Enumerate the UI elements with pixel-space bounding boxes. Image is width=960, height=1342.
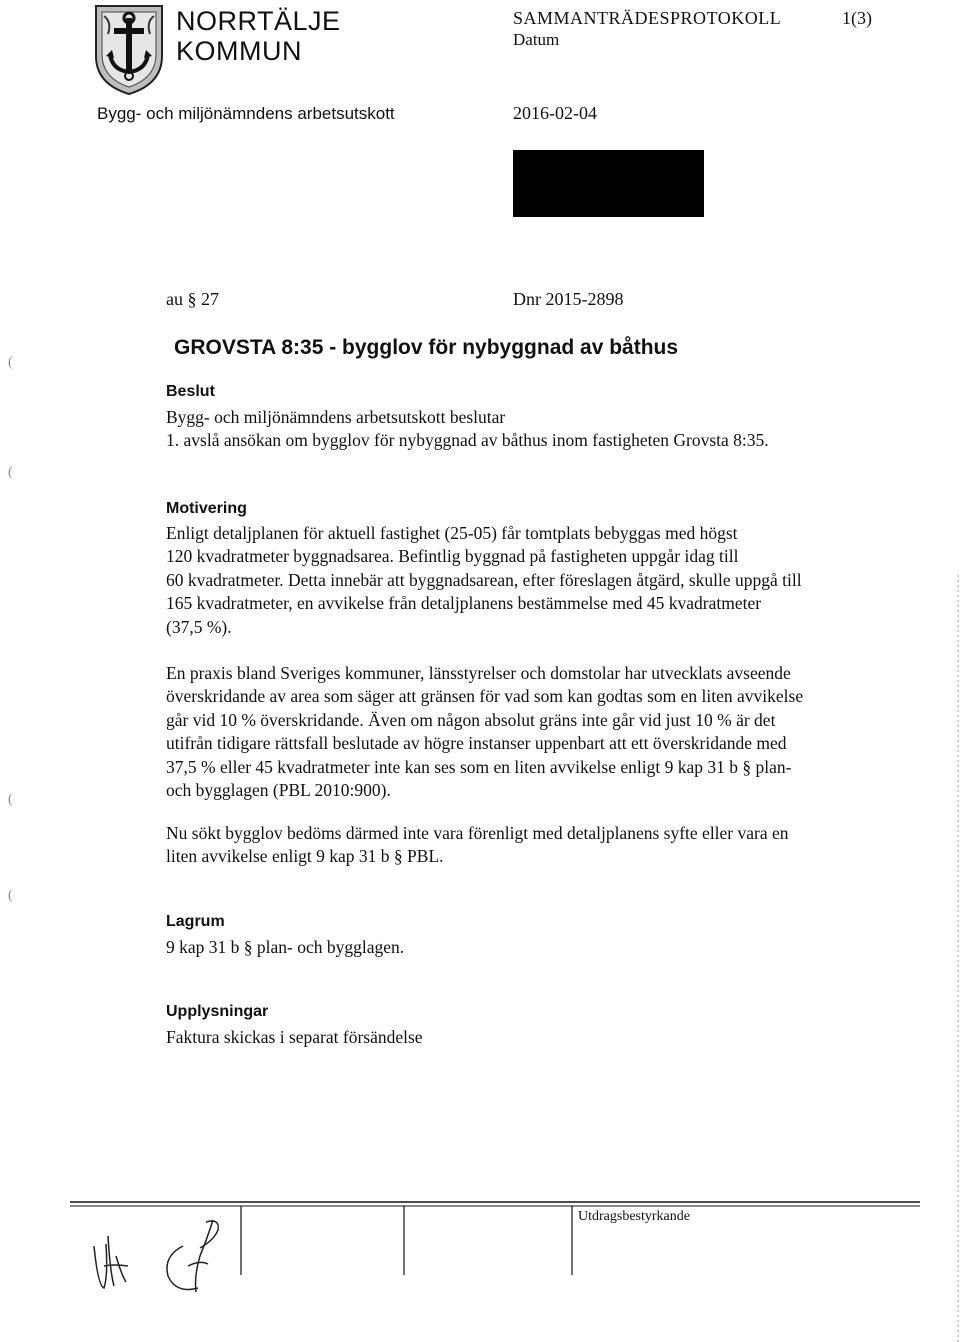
motivering-line: 165 kvadratmeter, en avvikelse från detaljplanens bestämmelse med 45 kvadratmeter <box>166 593 762 614</box>
beslut-heading: Beslut <box>166 383 215 400</box>
praxis-text <box>166 662 906 802</box>
motivering-line: Enligt detaljplanen för aktuell fastighet (25-05) får tomtplats bebyggas med högst <box>166 523 738 543</box>
praxis-line: överskridande av area som säger att gränsen för vad som kan godtas som en liten avvikelse <box>166 686 804 707</box>
praxis-line: utifrån tidigare rättsfall beslutade av högre instanser uppenbart att ett överskridande med <box>166 733 787 754</box>
paragraph-number: au § 27 <box>166 289 219 309</box>
municipal-crest-logo <box>92 4 166 96</box>
date-label: Datum <box>513 30 560 49</box>
motivering-text <box>166 522 906 639</box>
praxis-line: En praxis bland Sveriges kommuner, länsstyrelser och domstolar har utvecklats avseende <box>166 663 791 683</box>
praxis-line: 37,5 % eller 45 kvadratmeter inte kan ses som en liten avvikelse enligt 9 kap 31 b § plan- <box>166 756 792 777</box>
committee-name: Bygg- och miljönämndens arbetsutskott <box>97 104 395 123</box>
punch-hole-mark: ( <box>8 465 13 480</box>
redaction-box <box>513 150 704 217</box>
document-type: SAMMANTRÄDESPROTOKOLL <box>513 8 782 28</box>
handwritten-initials-signature <box>88 1216 238 1296</box>
punch-hole-mark: ( <box>8 792 13 807</box>
lagrum-heading: Lagrum <box>166 913 225 930</box>
municipality-name-line2: KOMMUN <box>176 36 302 66</box>
praxis-line: går vid 10 % överskridande. Även om någon absolut gräns inte går vid just 10 % är det <box>166 709 776 730</box>
conclusion-text <box>166 822 906 869</box>
lagrum-text: 9 kap 31 b § plan- och bygglagen. <box>166 937 405 957</box>
beslut-line: Bygg- och miljönämndens arbetsutskott beslutar <box>166 407 506 427</box>
motivering-line: 120 kvadratmeter byggnadsarea. Befintlig byggnad på fastigheten uppgår idag till <box>166 546 739 567</box>
scan-edge-marks <box>946 575 960 1342</box>
page-number: 1(3) <box>842 8 872 28</box>
upplysningar-text: Faktura skickas i separat försändelse <box>166 1027 423 1047</box>
case-title: GROVSTA 8:35 - bygglov för nybyggnad av båthus <box>174 336 679 359</box>
motivering-line: (37,5 %). <box>166 616 232 637</box>
municipality-name-line1: NORRTÄLJE <box>176 6 341 36</box>
punch-hole-mark: ( <box>8 888 13 903</box>
municipality-name <box>176 6 341 66</box>
upplysningar-heading: Upplysningar <box>166 1003 269 1020</box>
conclusion-line: Nu sökt bygglov bedöms därmed inte vara förenligt med detaljplanens syfte eller vara en <box>166 823 789 843</box>
motivering-line: 60 kvadratmeter. Detta innebär att byggnadsarean, efter föreslagen åtgärd, skulle uppgå till <box>166 569 802 590</box>
praxis-line: och bygglagen (PBL 2010:900). <box>166 780 391 801</box>
case-number: Dnr 2015-2898 <box>513 289 624 309</box>
meeting-date: 2016-02-04 <box>513 103 597 123</box>
beslut-line: 1. avslå ansökan om bygglov för nybyggnad av båthus inom fastigheten Grovsta 8:35. <box>166 430 769 451</box>
extract-certification-label: Utdragsbestyrkande <box>578 1209 690 1224</box>
conclusion-line: liten avvikelse enligt 9 kap 31 b § PBL. <box>166 846 444 867</box>
punch-hole-mark: ( <box>8 355 13 370</box>
motivering-heading: Motivering <box>166 500 247 517</box>
beslut-text <box>166 406 906 453</box>
